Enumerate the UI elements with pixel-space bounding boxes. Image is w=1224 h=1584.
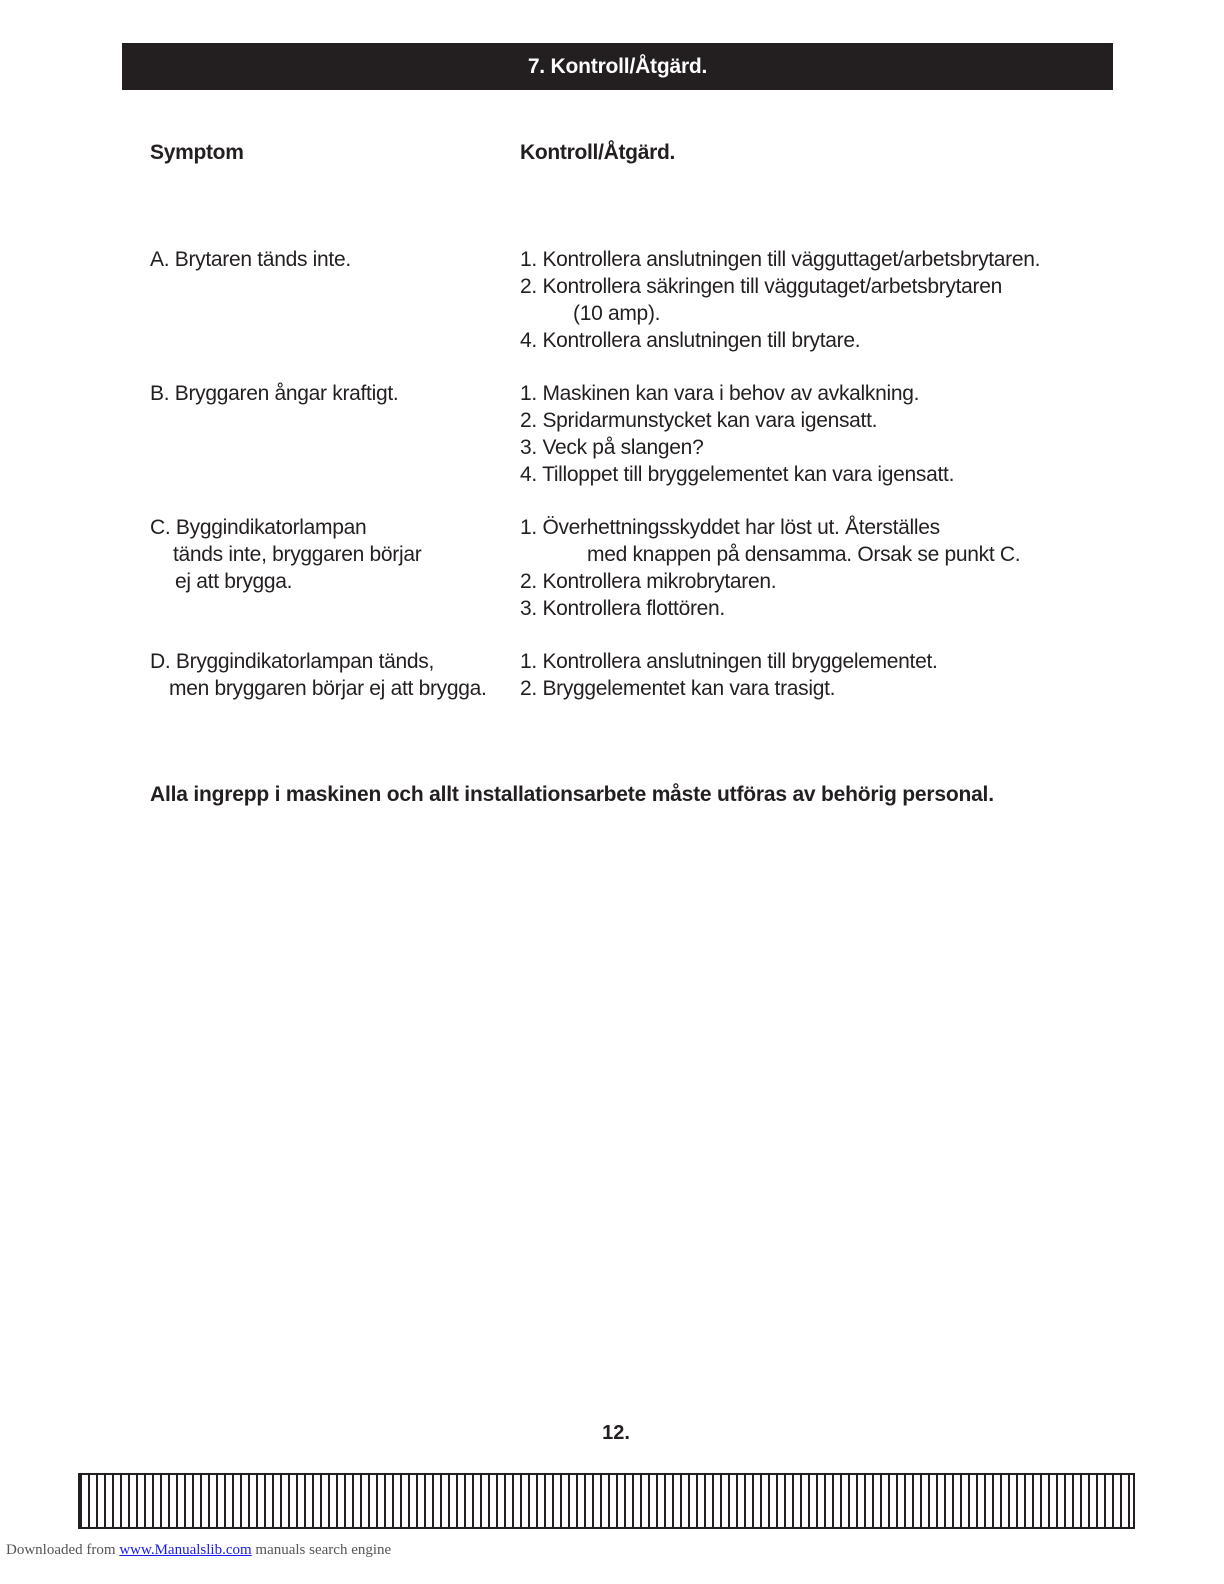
section-title: 7. Kontroll/Åtgärd. (527, 54, 708, 78)
action-c-1: 1. Överhettningsskyddet har löst ut. Återställes (520, 516, 940, 539)
symptom-c-line-3: ej att brygga. (175, 570, 293, 593)
action-a-4: 4. Kontrollera anslutningen till brytare. (520, 329, 861, 352)
symptom-c-line-1: C. Byggindikatorlampan (150, 516, 367, 539)
action-c-2: 2. Kontrollera mikrobrytaren. (520, 570, 777, 593)
action-a-2-cont: (10 amp). (573, 302, 661, 325)
safety-notice: Alla ingrepp i maskinen och allt installationsarbete måste utföras av behörig personal. (150, 783, 994, 806)
download-footer (6, 1542, 391, 1559)
action-b-3: 3. Veck på slangen? (520, 436, 704, 459)
action-b-1: 1. Maskinen kan vara i behov av avkalkning. (520, 382, 920, 405)
symptom-d-line-1: D. Bryggindikatorlampan tänds, (150, 650, 434, 673)
action-a-2: 2. Kontrollera säkringen till väggutaget/arbetsbrytaren (520, 275, 1002, 298)
footer-suffix: manuals search engine (255, 1542, 392, 1558)
symptom-a: A. Brytaren tänds inte. (150, 248, 351, 271)
barcode-strip (78, 1473, 1135, 1529)
section-header (122, 43, 1113, 90)
page-number: 12. (602, 1422, 630, 1444)
action-c-3: 3. Kontrollera flottören. (520, 597, 725, 620)
symptom-c-line-2: tänds inte, bryggaren börjar (173, 543, 422, 566)
action-c-1-cont: med knappen på densamma. Orsak se punkt C. (587, 543, 1021, 566)
footer-prefix: Downloaded from (6, 1542, 116, 1558)
action-b-2: 2. Spridarmunstycket kan vara igensatt. (520, 409, 878, 432)
symptom-b: B. Bryggaren ångar kraftigt. (150, 382, 399, 405)
action-a-1: 1. Kontrollera anslutningen till vägguttaget/arbetsbrytaren. (520, 248, 1041, 271)
action-b-4: 4. Tilloppet till bryggelementet kan vara igensatt. (520, 463, 955, 486)
column-header-action: Kontroll/Åtgärd. (520, 141, 676, 164)
column-header-symptom: Symptom (150, 141, 244, 164)
symptom-d-line-2: men bryggaren börjar ej att brygga. (169, 677, 487, 700)
action-d-1: 1. Kontrollera anslutningen till bryggelementet. (520, 650, 938, 673)
action-d-2: 2. Bryggelementet kan vara trasigt. (520, 677, 836, 700)
manualslib-link[interactable]: www.Manualslib.com (119, 1542, 252, 1558)
